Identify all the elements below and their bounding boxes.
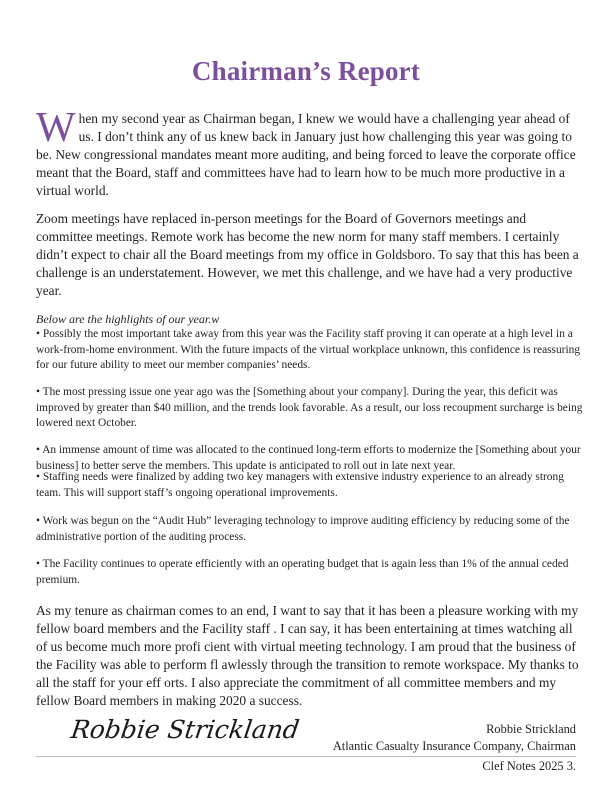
footer-divider <box>36 756 576 757</box>
drop-cap: W <box>36 105 76 151</box>
signer-company: Atlantic Casualty Insurance Company, Chairman <box>332 739 576 753</box>
highlight-item: • The Facility continues to operate efficiently with an operating budget that is again less than 1% of the annual ceded premium. <box>36 558 569 586</box>
intro-text: hen my second year as Chairman began, I knew we would have a challenging year ahead of us. I don’t think any of us knew back in January just how challenging this year was going to be. New congressional mandates meant more auditing, and being forced to leave the corporate office meant that the Board, staff and committees have had to learn how to be much more productive in a virtual world. <box>36 111 576 198</box>
zoom-paragraph: Zoom meetings have replaced in-person meetings for the Board of Governors meetings and committee meetings. Remote work has become the new norm for many staff members. I certainly didn’t expect to chair all the Board meetings from my office in Goldsboro. To say that this has been a challenge is an understatement. However, we met this challenge, and we have had a very productive year. <box>36 211 579 298</box>
signer-name: Robbie Strickland <box>486 722 576 736</box>
highlights-heading: Below are the highlights of our year.w <box>36 312 220 326</box>
footer-page-label: Clef Notes 2025 3. <box>482 759 576 773</box>
page-title: Chairman’s Report <box>191 56 421 86</box>
highlight-item: • The most pressing issue one year ago was the [Something about your company]. During the year, this deficit was improved by greater than $40 million, and the trends look favorable. As a result, our loss recoupment surcharge is being lowered next October. <box>36 386 583 429</box>
highlight-item: • Staffing needs were finalized by adding two key managers with extensive industry experience to an already strong team. This will support staff’s ongoing operational improvements. <box>36 471 564 499</box>
highlight-item: • Work was begun on the “Audit Hub” leveraging technology to improve auditing efficiency by reducing some of the administrative portion of the auditing process. <box>36 515 570 543</box>
intro-paragraph <box>36 105 584 200</box>
signature-script: Robbie Strickland <box>69 715 302 744</box>
highlight-item: • Possibly the most important take away from this year was the Facility staff proving it can operate at a high level in a work-from-home environment. With the future impacts of the virtual workplace unknown, this confidence is reassuring for our future ability to meet our member companies’ needs. <box>36 328 581 371</box>
closing-paragraph: As my tenure as chairman comes to an end, I want to say that it has been a pleasure working with my fellow board members and the Facility staff . I can say, it has been entertaining at times watching all of us become much more profi cient with virtual meeting technology. I am proud that the business of the Facility was able to perform fl awlessly through the transition to remote workspace. My thanks to all the staff for your eff orts. I also appreciate the commitment of all committee members and my fellow Board members in making 2020 a success. <box>36 603 579 708</box>
highlight-item: • An immense amount of time was allocated to the continued long-term efforts to modernize the [Something about your business] to better serve the members. This update is anticipated to roll out in late next year. <box>36 444 581 472</box>
handwritten-signature <box>69 710 302 750</box>
